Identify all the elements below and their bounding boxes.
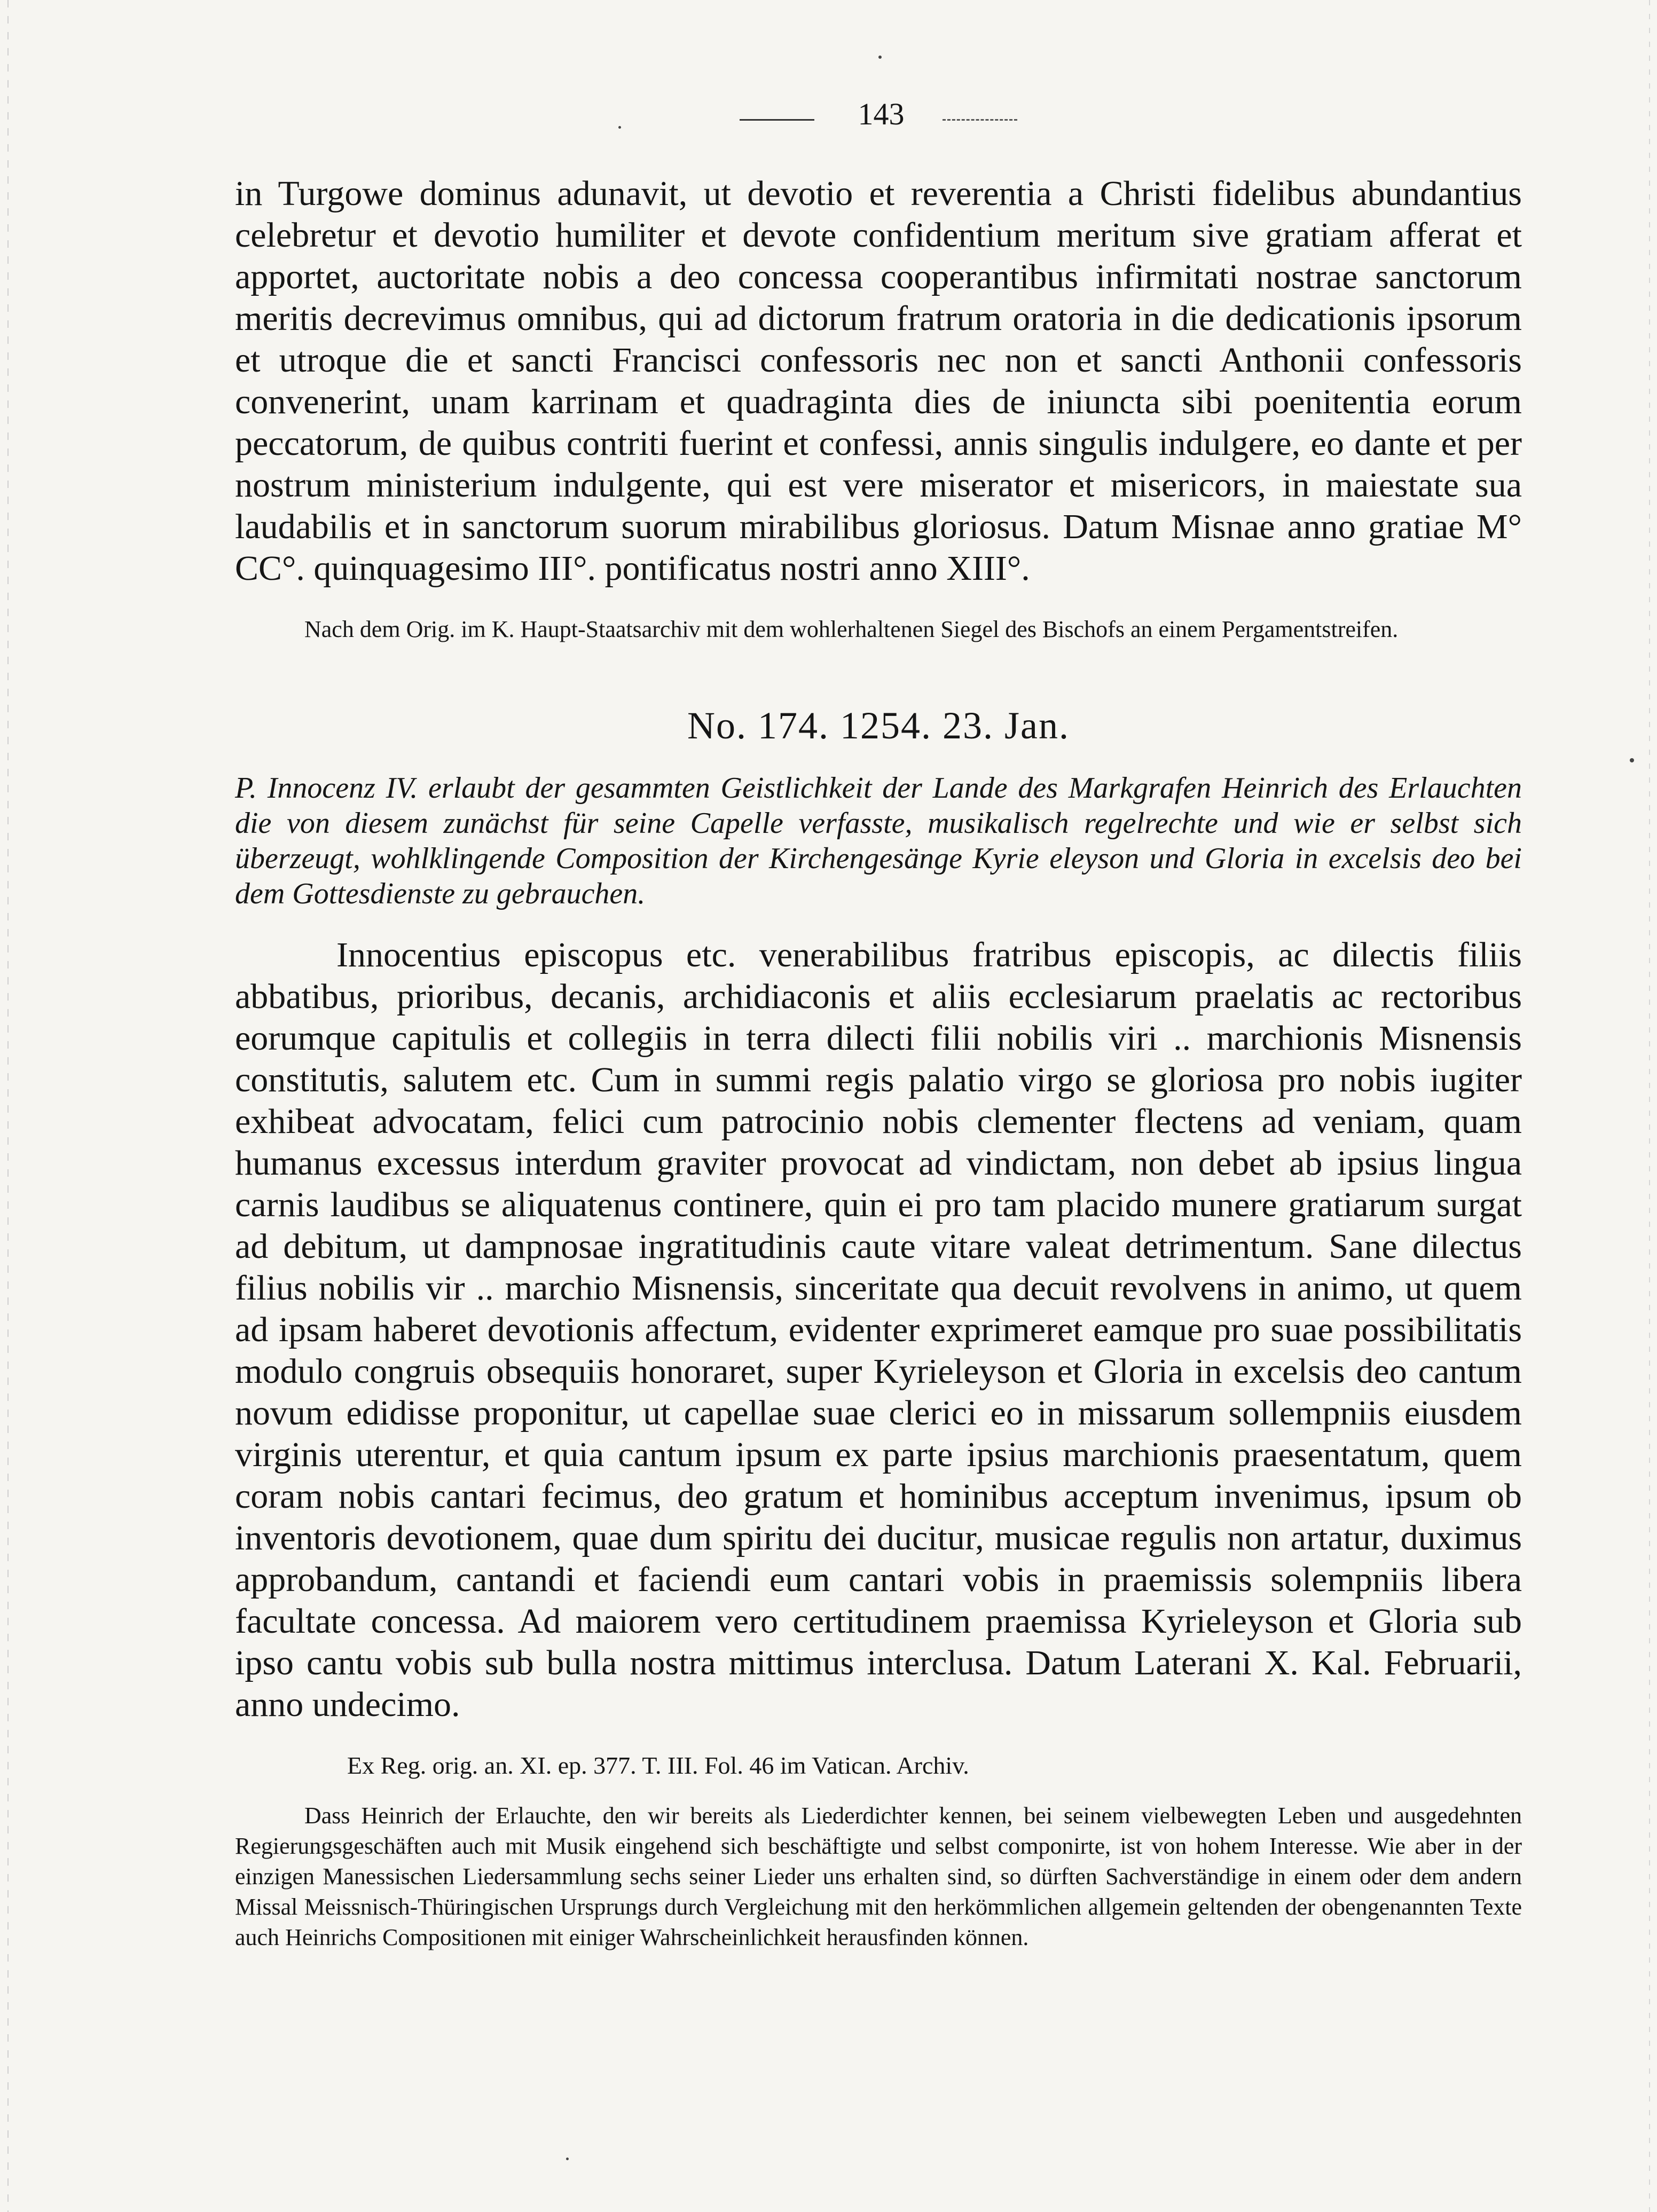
document-regest: P. Innocenz IV. erlaubt der gesammten Geistlichkeit der Lande des Markgrafen Heinrich des Erlauchten die von diesem zunächst für seine Capelle verfasste, musikalisch regelrechte und wie er selbst sich überzeugt, wohlklingende Composition der Kirchengesänge Kyrie eleyson und Gloria in excelsis deo bei dem Gottesdienste zu gebrauchen. [235,772,1522,910]
document-heading: No. 174. 1254. 23. Jan. [687,704,1070,747]
print-speck [1630,758,1634,762]
header-rule-right [943,119,1017,121]
continuation-text: in Turgowe dominus adunavit, ut devotio et reverentia a Christi fidelibus abundantius celebretur et devotio humiliter et devote confidentium meritum sive gratiam afferat et apportet, auctoritate nobis a deo concessa cooperantibus infirmitati nostrae sanctorum meritis decrevimus omnibus, qui ad dictorum fratrum oratoria in die dedicationis ipsorum et utroque die et sancti Francisci confessoris nec non et sancti Anthonii confessoris convenerint, unam karrinam et quadraginta dies de iniuncta sibi poenitentia eorum peccatorum, de quibus contriti fuerint et confessi, annis singulis indulgere, eo dante et per nostrum ministerium indulgente, qui est vere miserator et misericors, in maiestate sua laudabilis et in sanctorum suorum mirabilibus gloriosus. Datum Misnae anno gratiae M° CC°. quinquagesimo III°. pontificatus nostri anno XIII°. [235,174,1522,588]
document-text: Innocentius episcopus etc. venerabilibus fratribus episcopis, ac dilectis filiis abbatibus, prioribus, decanis, archidiaconis et aliis ecclesiarum praelatis ac rectoribus eorumque capitulis et collegiis in terra dilecti filii nobilis viri .. marchionis Misnensis constitutis, salutem etc. Cum in summi regis palatio virgo se gloriosa pro nobis iugiter exhibeat advocatam, felici cum patrocinio nobis clementer flectens ad veniam, quam humanus excessus interdum graviter provocat ad vindictam, non debet ab ipsius lingua carnis laudibus se aliquatenus continere, quin ei pro tam placido munere gratiarum surgat ad debitum, ut dampnosae ingratitudinis caute vitare valeat detrimentum. Sane dilectus filius nobilis vir .. marchio Misnensis, sinceritate qua decuit revolvens in animo, ut quem ad ipsam haberet devotionis affectum, evidenter exprimeret eamque pro suae possibilitatis modulo congruis obsequiis honoraret, super Kyrieleyson et Gloria in excelsis deo cantum novum edidisse proponitur, ut capellae suae clerici eo in missarum sollempniis eiusdem virginis uterentur, et quia cantum ipsum ex parte ipsius marchionis praesentatum, quem coram nobis cantari fecimus, deo gratum et hominibus acceptum invenimus, ipsum ob inventoris devotionem, quae dum spiritu dei ducitur, musicae regulis non artatur, duximus approbandum, cantandi et faciendi eum cantari vobis in praemissis solempniis libera facultate concessa. Ad maiorem vero certitudinem praemissa Kyrieleyson et Gloria sub ipso cantu vobis sub bulla nostra mittimus interclusa. Datum Laterani X. Kal. Februarii, anno undecimo. [235,935,1522,1724]
page-edge-right [1649,0,1650,2212]
document-commentary: Dass Heinrich der Erlauchte, den wir bereits als Liederdichter kennen, bei seinem vielbewegten Leben und ausgedehnten Regierungsgeschäften auch mit Musik eingehend sich beschäftigte und selbst componirte, ist von hohem Interesse. Wie aber in der einzigen Manessischen Liedersammlung sechs seiner Lieder uns erhalten sind, so dürften Sachverständige in einem oder dem andern Missal Meissnisch-Thüringischen Ursprungs durch Vergleichung mit den herkömmlichen allgemein geltenden der obengenannten Texte auch Heinrichs Compositionen mit einiger Wahrscheinlichkeit herausfinden können. [235,1802,1522,1950]
page-edge-left [7,0,9,2212]
continuation-archival-note: Nach dem Orig. im K. Haupt-Staatsarchiv mit dem wohlerhaltenen Siegel des Bischofs an einem Pergamentstreifen. [304,616,1399,642]
header-rule-left [740,119,814,121]
document-source: Ex Reg. orig. an. XI. ep. 377. T. III. Fol. 46 im Vatican. Archiv. [347,1752,969,1779]
print-speck [566,2158,569,2160]
page-number: 143 [858,97,905,131]
page-header [0,85,1657,149]
print-speck [878,56,882,59]
